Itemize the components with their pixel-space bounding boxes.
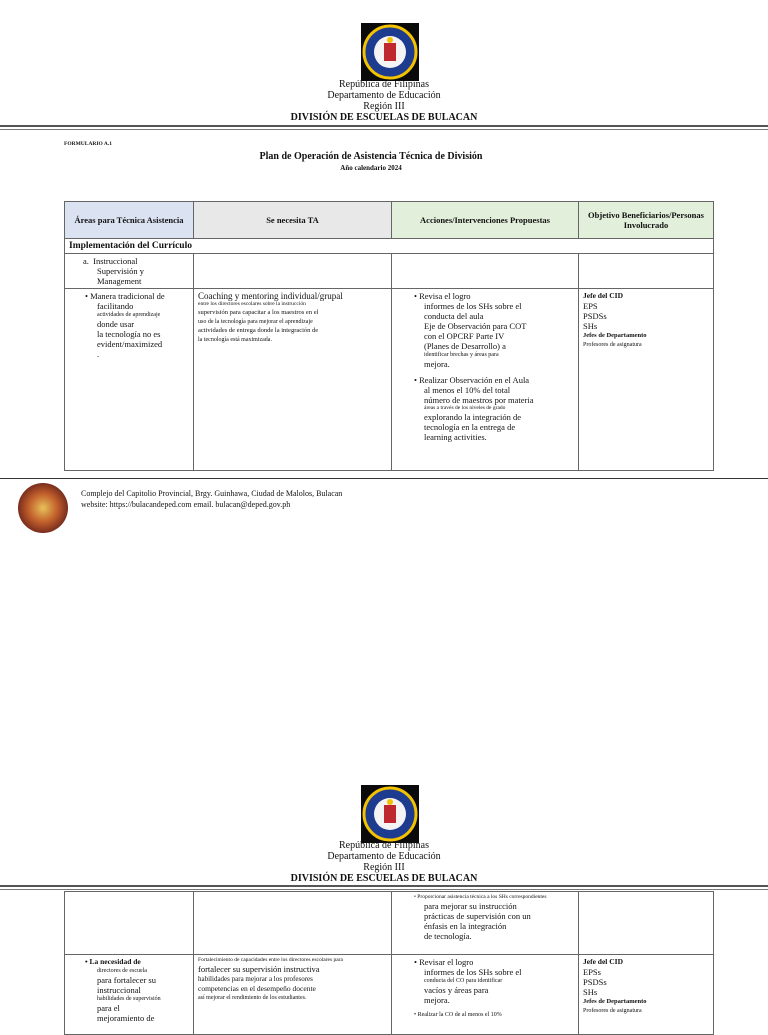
ta-plan-table-continued <box>64 891 714 1035</box>
row-a-line2: Supervisión y <box>97 266 144 276</box>
row-b-action-line: identificar brechas y áreas para <box>424 352 499 358</box>
row-b-action-line: explorando la integración de <box>424 412 522 422</box>
p2-ta-line: competencias en el desempeño docente <box>198 984 316 993</box>
row-b-ta-line: supervisión para capacitar a los maestros en el <box>198 309 319 316</box>
table-row <box>65 955 714 1035</box>
row-b-area-line: donde usar <box>97 319 135 329</box>
row-b-action-line: mejora. <box>424 359 450 369</box>
p2-action-line: prácticas de supervisión con un <box>424 911 531 921</box>
p2-action-line: énfasis en la integración <box>424 921 507 931</box>
p2-area-line: directores de escuela <box>97 968 147 974</box>
deped-seal-logo <box>361 23 419 81</box>
p2-row2-actions <box>392 955 579 1035</box>
p2-area-line: para fortalecer su <box>97 975 156 985</box>
ta-plan-table <box>64 201 714 471</box>
p2-action-line: conducta del CO para identificar <box>424 978 503 984</box>
p2-row1-ta <box>194 892 392 955</box>
header-region: Región III <box>363 862 405 873</box>
header-region: Región III <box>363 101 405 112</box>
row-a-ta <box>194 254 392 289</box>
row-b-area-line: . <box>97 349 100 359</box>
row-a-line1: Instruccional <box>93 256 138 266</box>
beneficiary-item: Jefes de Departamento <box>583 998 647 1005</box>
row-b-action-line: con el OPCRF Parte IV <box>424 331 505 341</box>
row-b-action-line: al menos el 10% del total <box>424 385 511 395</box>
row-b-ta-line: actividades de entrega donde la integración de <box>198 327 319 334</box>
row-b-actions <box>392 289 579 471</box>
beneficiary-item: Jefe del CID <box>583 957 623 966</box>
row-a-letter: a. <box>83 256 89 266</box>
p2-action-line: para mejorar su instrucción <box>424 901 517 911</box>
p2-row2-area <box>65 955 194 1035</box>
row-b-area-line: facilitando <box>97 301 134 311</box>
row-a-area <box>65 254 194 289</box>
p2-row2-ta <box>194 955 392 1035</box>
header-division: DIVISIÓN DE ESCUELAS DE BULACAN <box>290 873 478 884</box>
bulacan-division-seal <box>18 483 68 533</box>
p2-action-line: • Realizar la CO de al menos el 10% <box>414 1012 502 1018</box>
row-b-action-line: Eje de Observación para COT <box>424 321 527 331</box>
row-a-beneficiaries <box>579 254 714 289</box>
row-b-action-line: conducta del aula <box>424 311 484 321</box>
row-b-area-line: actividades de aprendizaje <box>97 312 161 318</box>
row-b-area <box>65 289 194 471</box>
p2-action-line: mejora. <box>424 995 450 1005</box>
header-division: DIVISIÓN DE ESCUELAS DE BULACAN <box>290 112 478 123</box>
row-b-ta <box>194 289 392 471</box>
p2-row1-beneficiaries <box>579 892 714 955</box>
row-b-action-line: • Revisa el logro <box>414 291 471 301</box>
p2-action-line: informes de los SHs sobre el <box>424 967 522 977</box>
footer-contact: website: https://bulacandeped.com email. bulacan@deped.gov.ph <box>81 500 291 509</box>
p2-ta-line: fortalecer su supervisión instructiva <box>198 964 320 974</box>
row-b-action-line: número de maestros por materia <box>424 395 534 405</box>
p2-area-line: habilidades de supervisión <box>97 996 161 1002</box>
row-b-beneficiaries <box>579 289 714 471</box>
row-b-action-line: learning activities. <box>424 432 487 442</box>
header-beneficiaries: Objetivo Beneficiarios/Personas Involucrado <box>579 202 714 239</box>
row-b-area-line: la tecnología no es <box>97 329 161 339</box>
section-curriculum: Implementación del Currículo <box>65 239 714 254</box>
row-b-area-line: • Manera tradicional de <box>85 291 165 301</box>
p2-row1-actions <box>392 892 579 955</box>
beneficiary-item: SHs <box>583 321 598 331</box>
header-republic: República de Filipinas <box>339 840 429 851</box>
p2-area-line: para el <box>97 1003 120 1013</box>
footer-address: Complejo del Capitolio Provincial, Brgy. Guinhawa, Ciudad de Malolos, Bulacan <box>81 489 343 498</box>
header-actions: Acciones/Intervenciones Propuestas <box>392 202 579 239</box>
p2-row2-beneficiaries <box>579 955 714 1035</box>
header-department: Departamento de Educación <box>327 851 441 862</box>
p2-ta-line: Fortalecimiento de capacidades entre los directores escolares para <box>198 957 343 963</box>
p2-area-line: • La necesidad de <box>85 957 141 966</box>
header-divider <box>0 125 768 127</box>
p2-action-line: de tecnología. <box>424 931 472 941</box>
header-divider-thin <box>0 129 768 130</box>
beneficiary-item: SHs <box>583 987 598 997</box>
p2-ta-line: así mejorar el rendimiento de los estudiantes. <box>198 995 307 1001</box>
beneficiary-item: Profesores de asignatura <box>583 1008 642 1014</box>
footer-divider <box>0 478 768 479</box>
row-b-action-line: • Realizar Observación en el Aula <box>414 375 530 385</box>
header-ta-needed: Se necesita TA <box>194 202 392 239</box>
p2-action-line: vacíos y áreas para <box>424 985 489 995</box>
header-department: Departamento de Educación <box>327 90 441 101</box>
row-b-ta-line: Coaching y mentoring individual/grupal <box>198 291 343 301</box>
p2-ta-line: habilidades para mejorar a los profesores <box>198 975 313 983</box>
row-b-action-line: informes de los SHs sobre el <box>424 301 522 311</box>
row-b-action-line: áreas a través de los niveles de grado <box>424 405 506 411</box>
beneficiary-item: PSDSs <box>583 977 607 987</box>
row-a-line3: Management <box>97 276 142 286</box>
deped-seal-logo <box>361 785 419 843</box>
row-b-ta-line: la tecnología está maximizada. <box>198 337 272 343</box>
beneficiary-item: Profesores de asignatura <box>583 342 642 348</box>
row-b-action-line: tecnología en la entrega de <box>424 422 516 432</box>
header-divider <box>0 885 768 887</box>
row-b-ta-line: uso de la tecnología para mejorar el aprendizaje <box>198 319 313 325</box>
row-b-ta-line: entre los directores escolares sobre la instrucción <box>198 301 306 307</box>
beneficiary-item: PSDSs <box>583 311 607 321</box>
row-b-area-line: evident/maximized <box>97 339 163 349</box>
table-row <box>65 254 714 289</box>
beneficiary-item: EPSs <box>583 967 601 977</box>
header-republic: República de Filipinas <box>339 79 429 90</box>
table-row <box>65 289 714 471</box>
table-row <box>65 892 714 955</box>
form-title: Plan de Operación de Asistencia Técnica de División <box>259 151 483 162</box>
beneficiary-item: EPS <box>583 301 598 311</box>
header-divider-thin <box>0 889 768 890</box>
form-year: Año calendario 2024 <box>340 164 402 172</box>
beneficiary-item: Jefes de Departamento <box>583 332 647 339</box>
p2-action-line: • Proporcionar asistencia técnica a los SHs correspondientes <box>414 894 547 900</box>
p2-area-line: mejoramiento de <box>97 1013 155 1023</box>
table-header-row <box>65 202 714 239</box>
row-a-actions <box>392 254 579 289</box>
p2-action-line: • Revisar el logro <box>414 957 474 967</box>
p2-area-line: instruccional <box>97 985 141 995</box>
form-code: FORMULARIO A.1 <box>64 141 112 147</box>
p2-row1-area <box>65 892 194 955</box>
section-row <box>65 239 714 254</box>
row-b-action-line: (Planes de Desarrollo) a <box>424 341 506 351</box>
beneficiary-item: Jefe del CID <box>583 291 623 300</box>
header-areas: Áreas para Técnica Asistencia <box>65 202 194 239</box>
